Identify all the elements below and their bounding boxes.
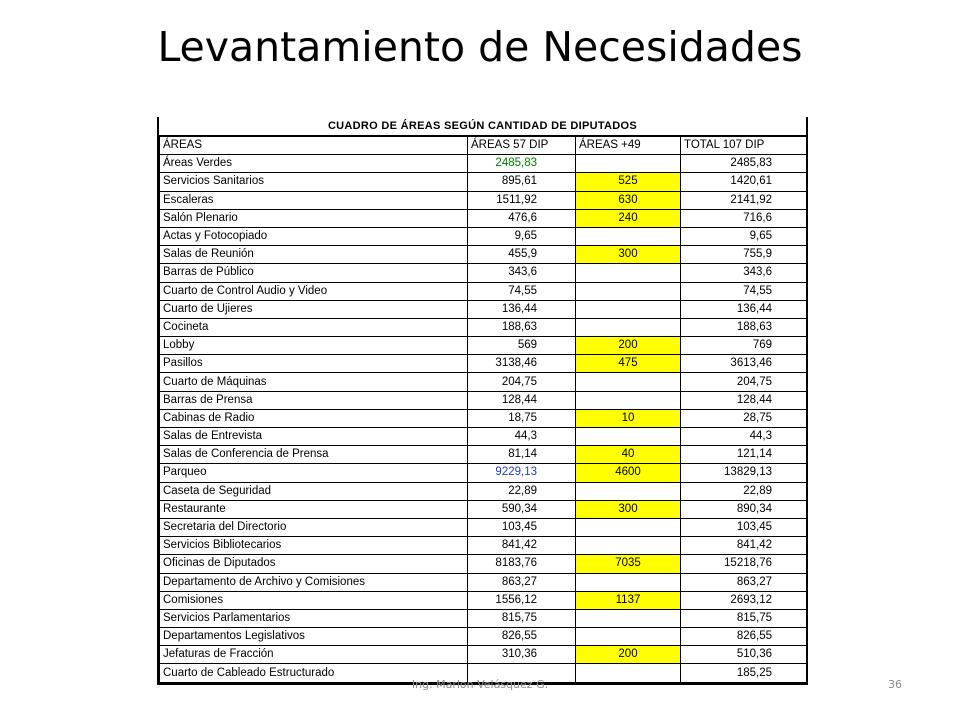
areas-plus-49-cell: 7035	[576, 555, 681, 573]
area-cell: Jefaturas de Fracción	[160, 646, 468, 664]
area-cell: Lobby	[160, 337, 468, 355]
area-cell: Salas de Entrevista	[160, 428, 468, 446]
total-107-dip-cell: 103,45	[681, 518, 807, 536]
area-cell: Salas de Conferencia de Prensa	[160, 446, 468, 464]
table-row	[160, 373, 807, 391]
area-cell: Pasillos	[160, 355, 468, 373]
areas-57-dip-cell: 569	[468, 337, 576, 355]
areas-57-dip-cell: 815,75	[468, 609, 576, 627]
area-cell: Departamentos Legislativos	[160, 628, 468, 646]
areas-57-dip-cell: 188,63	[468, 318, 576, 336]
areas-57-dip-cell: 1556,12	[468, 591, 576, 609]
areas-57-dip-cell: 3138,46	[468, 355, 576, 373]
total-107-dip-cell: 188,63	[681, 318, 807, 336]
areas-table-container	[157, 117, 808, 685]
table-row	[160, 628, 807, 646]
areas-57-dip-cell: 826,55	[468, 628, 576, 646]
areas-57-dip-cell: 81,14	[468, 446, 576, 464]
total-107-dip-cell: 755,9	[681, 246, 807, 264]
areas-plus-49-cell	[576, 318, 681, 336]
table-row	[160, 646, 807, 664]
area-cell: Barras de Público	[160, 264, 468, 282]
area-cell: Cuarto de Cableado Estructurado	[160, 664, 468, 682]
table-row	[160, 155, 807, 173]
area-cell: Servicios Sanitarios	[160, 173, 468, 191]
total-107-dip-cell: 826,55	[681, 628, 807, 646]
areas-plus-49-cell: 40	[576, 446, 681, 464]
area-cell: Cuarto de Máquinas	[160, 373, 468, 391]
table-row	[160, 355, 807, 373]
total-107-dip-cell: 22,89	[681, 482, 807, 500]
areas-table	[159, 136, 807, 683]
total-107-dip-cell: 1420,61	[681, 173, 807, 191]
total-107-dip-cell: 204,75	[681, 373, 807, 391]
areas-plus-49-cell	[576, 428, 681, 446]
table-row	[160, 428, 807, 446]
areas-57-dip-cell: 136,44	[468, 300, 576, 318]
areas-57-dip-cell: 455,9	[468, 246, 576, 264]
total-107-dip-cell: 2141,92	[681, 191, 807, 209]
areas-57-dip-cell: 128,44	[468, 391, 576, 409]
area-cell: Escaleras	[160, 191, 468, 209]
areas-57-dip-cell: 590,34	[468, 500, 576, 518]
areas-plus-49-cell: 1137	[576, 591, 681, 609]
areas-57-dip-cell: 343,6	[468, 264, 576, 282]
table-row	[160, 409, 807, 427]
areas-57-dip-cell: 310,36	[468, 646, 576, 664]
area-cell: Actas y Fotocopiado	[160, 227, 468, 245]
column-header-areas: ÁREAS	[160, 137, 468, 155]
total-107-dip-cell: 15218,76	[681, 555, 807, 573]
total-107-dip-cell: 769	[681, 337, 807, 355]
table-row	[160, 464, 807, 482]
area-cell: Salón Plenario	[160, 209, 468, 227]
areas-plus-49-cell	[576, 628, 681, 646]
column-header-areas-plus-49: ÁREAS +49	[576, 137, 681, 155]
table-row	[160, 591, 807, 609]
areas-57-dip-cell: 1511,92	[468, 191, 576, 209]
area-cell: Parqueo	[160, 464, 468, 482]
table-title: CUADRO DE ÁREAS SEGÚN CANTIDAD DE DIPUTADOS	[159, 117, 806, 136]
areas-plus-49-cell: 240	[576, 209, 681, 227]
total-107-dip-cell: 716,6	[681, 209, 807, 227]
table-row	[160, 482, 807, 500]
areas-plus-49-cell	[576, 264, 681, 282]
area-cell: Áreas Verdes	[160, 155, 468, 173]
areas-57-dip-cell: 74,55	[468, 282, 576, 300]
area-cell: Restaurante	[160, 500, 468, 518]
areas-57-dip-cell: 2485,83	[468, 155, 576, 173]
total-107-dip-cell: 863,27	[681, 573, 807, 591]
areas-plus-49-cell	[576, 518, 681, 536]
total-107-dip-cell: 815,75	[681, 609, 807, 627]
total-107-dip-cell: 128,44	[681, 391, 807, 409]
areas-57-dip-cell: 9229,13	[468, 464, 576, 482]
column-header-areas-57-dip: ÁREAS 57 DIP	[468, 137, 576, 155]
areas-plus-49-cell	[576, 609, 681, 627]
total-107-dip-cell: 185,25	[681, 664, 807, 682]
areas-57-dip-cell: 18,75	[468, 409, 576, 427]
areas-57-dip-cell: 863,27	[468, 573, 576, 591]
areas-57-dip-cell: 8183,76	[468, 555, 576, 573]
table-row	[160, 173, 807, 191]
total-107-dip-cell: 841,42	[681, 537, 807, 555]
slide-title: Levantamiento de Necesidades	[157, 23, 803, 71]
area-cell: Cabinas de Radio	[160, 409, 468, 427]
table-row	[160, 555, 807, 573]
areas-57-dip-cell: 476,6	[468, 209, 576, 227]
areas-57-dip-cell: 44,3	[468, 428, 576, 446]
areas-plus-49-cell	[576, 227, 681, 245]
total-107-dip-cell: 890,34	[681, 500, 807, 518]
area-cell: Barras de Prensa	[160, 391, 468, 409]
table-row	[160, 337, 807, 355]
total-107-dip-cell: 510,36	[681, 646, 807, 664]
table-row	[160, 191, 807, 209]
table-row	[160, 573, 807, 591]
area-cell: Cuarto de Ujieres	[160, 300, 468, 318]
areas-plus-49-cell	[576, 482, 681, 500]
areas-plus-49-cell	[576, 373, 681, 391]
areas-plus-49-cell: 200	[576, 337, 681, 355]
areas-plus-49-cell	[576, 391, 681, 409]
total-107-dip-cell: 136,44	[681, 300, 807, 318]
area-cell: Caseta de Seguridad	[160, 482, 468, 500]
areas-plus-49-cell: 10	[576, 409, 681, 427]
areas-plus-49-cell: 4600	[576, 464, 681, 482]
total-107-dip-cell: 3613,46	[681, 355, 807, 373]
total-107-dip-cell: 74,55	[681, 282, 807, 300]
table-row	[160, 300, 807, 318]
area-cell: Servicios Parlamentarios	[160, 609, 468, 627]
total-107-dip-cell: 121,14	[681, 446, 807, 464]
total-107-dip-cell: 44,3	[681, 428, 807, 446]
column-header-total-107-dip: TOTAL 107 DIP	[681, 137, 807, 155]
total-107-dip-cell: 2693,12	[681, 591, 807, 609]
total-107-dip-cell: 2485,83	[681, 155, 807, 173]
total-107-dip-cell: 28,75	[681, 409, 807, 427]
area-cell: Comisiones	[160, 591, 468, 609]
table-row	[160, 246, 807, 264]
table-header-row	[160, 137, 807, 155]
areas-plus-49-cell: 475	[576, 355, 681, 373]
total-107-dip-cell: 9,65	[681, 227, 807, 245]
table-row	[160, 227, 807, 245]
areas-plus-49-cell	[576, 282, 681, 300]
table-row	[160, 446, 807, 464]
areas-plus-49-cell: 630	[576, 191, 681, 209]
areas-plus-49-cell: 300	[576, 500, 681, 518]
areas-plus-49-cell	[576, 573, 681, 591]
page-number: 36	[888, 678, 902, 691]
areas-plus-49-cell	[576, 300, 681, 318]
areas-plus-49-cell: 200	[576, 646, 681, 664]
areas-57-dip-cell: 22,89	[468, 482, 576, 500]
area-cell: Oficinas de Diputados	[160, 555, 468, 573]
table-body	[160, 155, 807, 682]
total-107-dip-cell: 343,6	[681, 264, 807, 282]
table-row	[160, 209, 807, 227]
table-row	[160, 318, 807, 336]
areas-57-dip-cell: 103,45	[468, 518, 576, 536]
area-cell: Departamento de Archivo y Comisiones	[160, 573, 468, 591]
areas-57-dip-cell: 204,75	[468, 373, 576, 391]
table-row	[160, 609, 807, 627]
table-row	[160, 500, 807, 518]
total-107-dip-cell: 13829,13	[681, 464, 807, 482]
table-row	[160, 282, 807, 300]
table-row	[160, 537, 807, 555]
areas-plus-49-cell	[576, 537, 681, 555]
area-cell: Servicios Bibliotecarios	[160, 537, 468, 555]
table-row	[160, 391, 807, 409]
areas-57-dip-cell: 841,42	[468, 537, 576, 555]
areas-plus-49-cell	[576, 155, 681, 173]
areas-57-dip-cell: 895,61	[468, 173, 576, 191]
areas-plus-49-cell: 525	[576, 173, 681, 191]
table-row	[160, 264, 807, 282]
area-cell: Secretaria del Directorio	[160, 518, 468, 536]
area-cell: Cocineta	[160, 318, 468, 336]
areas-57-dip-cell: 9,65	[468, 227, 576, 245]
table-row	[160, 518, 807, 536]
areas-plus-49-cell: 300	[576, 246, 681, 264]
footer-author: Ing. Marlon Velásquez G.	[411, 678, 549, 691]
area-cell: Salas de Reunión	[160, 246, 468, 264]
area-cell: Cuarto de Control Audio y Video	[160, 282, 468, 300]
